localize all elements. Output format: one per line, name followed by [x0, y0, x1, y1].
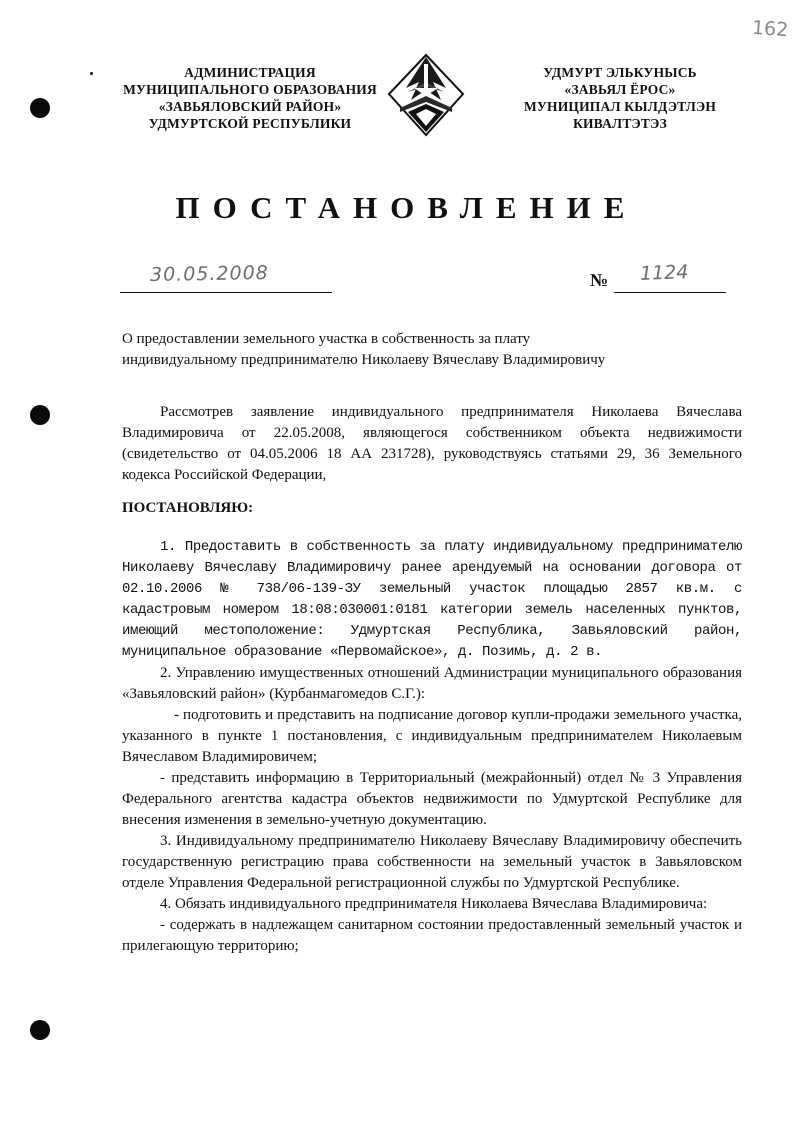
header-left-org	[110, 64, 390, 132]
district-emblem-icon	[386, 52, 466, 138]
punch-hole	[30, 405, 50, 425]
preamble	[122, 402, 742, 486]
header-line: АДМИНИСТРАЦИЯ	[184, 65, 316, 80]
document-subject	[122, 329, 605, 371]
header-line: «ЗАВЬЯЛОВСКИЙ РАЙОН»	[158, 99, 342, 114]
preamble-text: Рассмотрев заявление индивидуального предпринимателя Николаева Вячеслава Владимировича от 22.05.2008, являющегося собственником объекта недвижимости (свидетельство от 04.05.2006 18 АА 231728), руководствуясь статьями 29, 36 Земельного кодекса Российской Федерации,	[122, 404, 742, 483]
item-4-subitem: - содержать в надлежащем санитарном состоянии предоставленный земельный участок и прилегающую территорию;	[122, 917, 742, 954]
item-1: 1. Предоставить в собственность за плату индивидуальному предпринимателю Николаеву Вячеславу Владимировичу ранее арендуемый на основании договора от 02.10.2006 № 738/06-139-ЗУ земельный участок площадью 2857 кв.м. с кадастровым номером 18:08:030001:0181 категории земель населенных пунктов, имеющий местоположение: Удмуртская Республика, Завьяловский район, муниципальное образование «Первомайское», д. Позимь, д. 2 в.	[122, 539, 742, 660]
item-2-subitem: - представить информацию в Территориальный (межрайонный) отдел № 3 Управления Федерального агентства кадастра объектов недвижимости по Удмуртской Республике для внесения изменения в земельно-учетную документацию.	[122, 770, 742, 828]
scan-speck	[90, 72, 93, 75]
item-2: 2. Управлению имущественных отношений Администрации муниципального образования «Завьяловский район» (Курбанмагомедов С.Г.):	[122, 665, 742, 702]
header-line: КИВАЛТЭТЭЗ	[573, 116, 667, 131]
punch-hole	[30, 98, 50, 118]
header-line: МУНИЦИПАЛЬНОГО ОБРАЗОВАНИЯ	[123, 82, 377, 97]
subject-line: индивидуальному предпринимателю Николаеву Вячеславу Владимировичу	[122, 352, 606, 368]
item-3: 3. Индивидуальному предпринимателю Николаеву Вячеславу Владимировичу обеспечить государственную регистрацию права собственности на земельный участок в Завьяловском отделе Управления Федеральной регистрационной службы по Удмуртской Республике.	[122, 833, 742, 891]
header-line: УДМУРТ ЭЛЬКУНЫСЬ	[543, 65, 697, 80]
item-4: 4. Обязать индивидуального предпринимателя Николаева Вячеслава Владимировича:	[160, 896, 708, 912]
handwritten-number: 1124	[639, 261, 689, 285]
number-label: №	[590, 270, 609, 290]
item-2-subitem: - подготовить и представить на подписание договор купли-продажи земельного участка, указанного в пункте 1 постановления, с индивидуальным предпринимателем Николаевым Вячеславом Владимировичем;	[122, 707, 742, 765]
header-line: УДМУРТСКОЙ РЕСПУБЛИКИ	[148, 116, 352, 131]
subject-line: О предоставлении земельного участка в собственность за плату	[122, 331, 531, 347]
handwritten-date: 30.05.2008	[149, 261, 269, 287]
page-number: 162	[751, 16, 789, 42]
resolve-heading: ПОСТАНОВЛЯЮ:	[122, 500, 254, 516]
resolution-items	[122, 537, 742, 957]
document-title: ПОСТАНОВЛЕНИЕ	[175, 190, 638, 225]
punch-hole	[30, 1020, 50, 1040]
header-right-org	[520, 64, 720, 132]
header-line: МУНИЦИПАЛ КЫЛДЭТЛЭН	[523, 99, 717, 114]
header-line: «ЗАВЬЯЛ ЁРОС»	[564, 82, 676, 97]
